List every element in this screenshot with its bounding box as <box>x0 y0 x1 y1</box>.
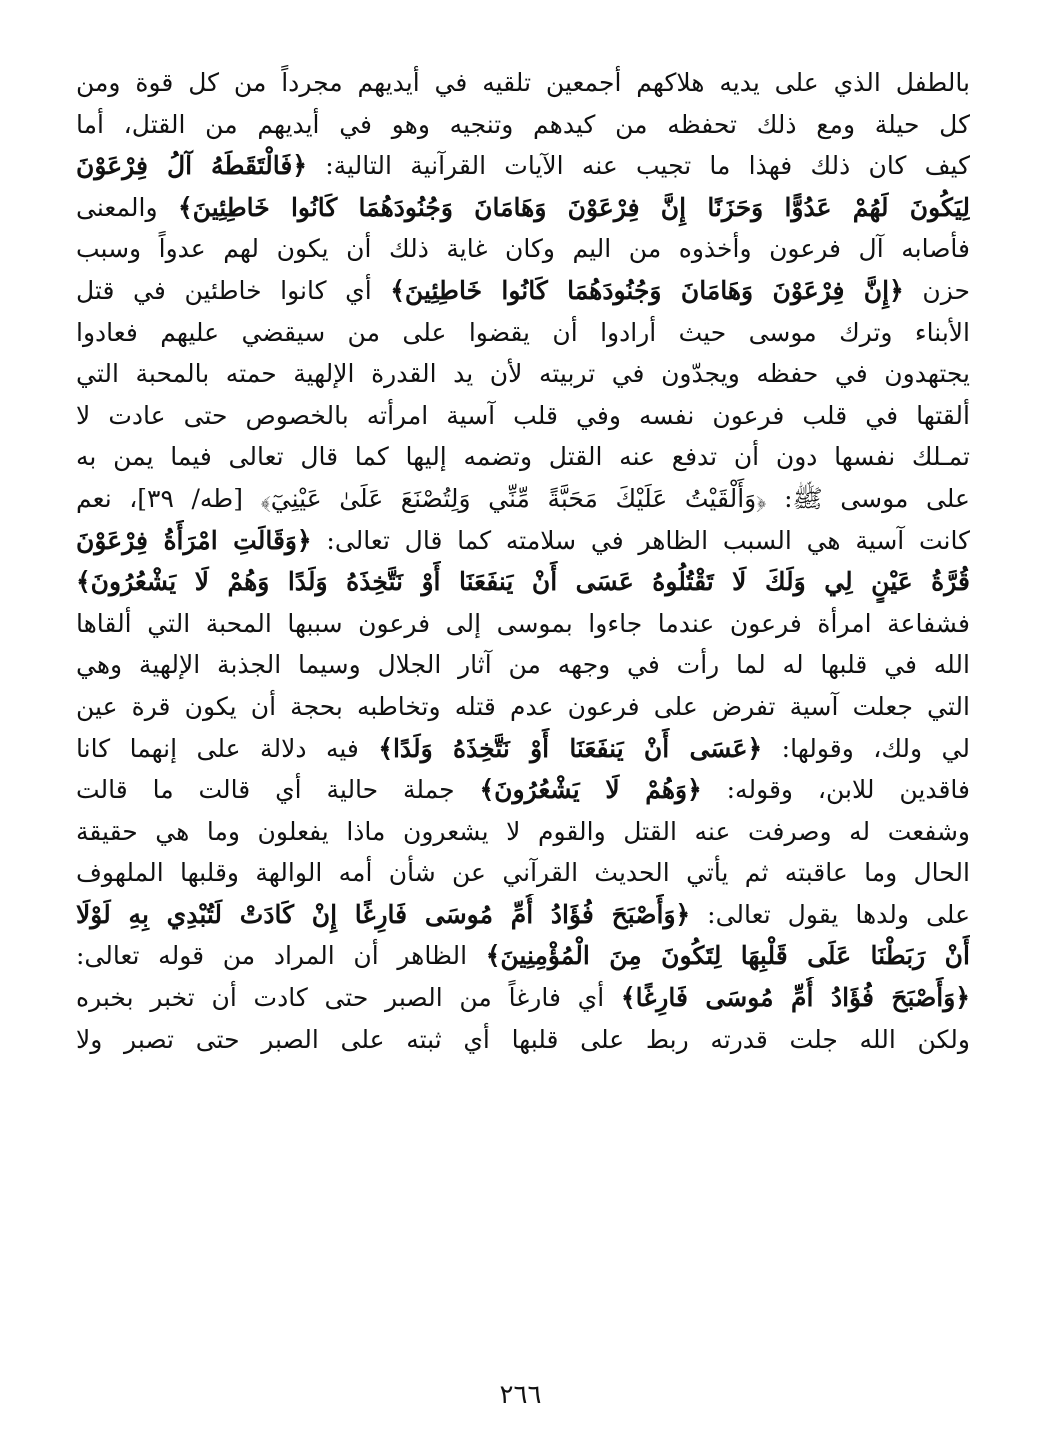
text-line <box>76 977 970 1019</box>
text-segment: أي فارغاً من الصبر حتى كادت أن تخبر بخبره <box>76 983 621 1013</box>
text-segment: الأبناء وترك موسى حيث أرادوا أن يقضوا على من سيقضي عليهم فعادوا <box>76 317 970 347</box>
text-line <box>76 769 970 811</box>
text-line <box>76 353 970 395</box>
text-segment: كانت آسية هي السبب الظاهر في سلامته كما قال تعالى: <box>311 525 970 555</box>
text-line <box>76 62 970 104</box>
text-segment: أي كانوا خاطئين في قتل <box>76 275 391 305</box>
quran-verse: أَنْ رَبَطْنَا عَلَى قَلْبِهَا لِتَكُونَ مِنَ الْمُؤْمِنِينَ﴾ <box>485 941 970 971</box>
text-line <box>76 561 970 603</box>
text-line <box>76 811 970 853</box>
text-line <box>76 104 970 146</box>
text-line <box>76 894 970 936</box>
text-line <box>76 312 970 354</box>
quran-verse: لِيَكُونَ لَهُمْ عَدُوًّا وَحَزَنًا إِنَّ فِرْعَوْنَ وَهَامَانَ وَجُنُودَهُمَا كَانُوا خَاطِئِينَ﴾ <box>178 192 970 222</box>
text-segment: على ولدها يقول تعالى: <box>690 899 970 929</box>
quran-verse: ﴿وَأَصْبَحَ فُؤَادُ أُمِّ مُوسَى فَارِغًا إِنْ كَادَتْ لَتُبْدِي بِهِ لَوْلَا <box>76 899 691 929</box>
quran-verse: قُرَّةُ عَيْنٍ لِي وَلَكَ لَا تَقْتُلُوهُ عَسَى أَنْ يَنفَعَنَا أَوْ نَتَّخِذَهُ وَلَدًا وَهُمْ لَا يَشْعُرُونَ﴾ <box>76 567 970 597</box>
text-line <box>76 935 970 977</box>
quran-verse: ﴿إِنَّ فِرْعَوْنَ وَهَامَانَ وَجُنُودَهُمَا كَانُوا خَاطِئِينَ﴾ <box>390 275 904 305</box>
text-segment: كيف كان ذلك فهذا ما تجيب عنه الآيات القرآنية التالية: <box>307 151 970 181</box>
text-segment: ولكن الله جلت قدرته ربط على قلبها أي ثبته على الصبر حتى تصبر ولا <box>76 1024 970 1054</box>
text-segment: يجتهدون في حفظه ويجدّون في تربيته لأن يد القدرة الإلهية حمته بالمحبة التي <box>76 359 970 389</box>
text-line <box>76 145 970 187</box>
text-line <box>76 270 970 312</box>
quran-verse: ﴿فَالْتَقَطَهُ آلُ فِرْعَوْنَ <box>76 151 307 181</box>
text-line <box>76 686 970 728</box>
text-line <box>76 478 970 520</box>
text-segment: بالطفل الذي على يديه هلاكهم أجمعين تلقيه في أيديهم مجرداً من كل قوة ومن <box>76 68 970 97</box>
text-segment: وشفعت له وصرفت عنه القتل والقوم لا يشعرون ماذا يفعلون وما هي حقيقة <box>76 816 970 846</box>
text-line <box>76 436 970 478</box>
quran-verse: ﴿وَهُمْ لَا يَشْعُرُونَ﴾ <box>479 775 702 805</box>
text-segment: الحال وما عاقبته ثم يأتي الحديث القرآني عن شأن أمه الوالهة وقلبها الملهوف <box>76 858 970 888</box>
text-segment: التي جعلت آسية تفرض على فرعون عدم قتله وتخاطبه بحجة أن يكون قرة عين <box>76 691 970 721</box>
text-segment: جملة حالية أي قالت ما قالت <box>76 775 480 805</box>
text-segment: فأصابه آل فرعون وأخذوه من اليم وكان غاية ذلك أن يكون لهم عدواً وسبب <box>76 234 970 264</box>
text-line <box>76 520 970 562</box>
text-segment: لي ولك، وقولها: <box>762 733 970 763</box>
text-segment: تمـلك نفسها دون أن تدفع عنه القتل وتضمه إليها كما قال تعالى فيما يمن به <box>76 442 970 472</box>
text-segment: فيه دلالة على إنهما كانا <box>76 733 379 763</box>
text-line <box>76 852 970 894</box>
text-line <box>76 1019 970 1061</box>
quran-verse: ﴿عَسَى أَنْ يَنفَعَنَا أَوْ نَتَّخِذَهُ وَلَدًا﴾ <box>378 733 763 763</box>
text-segment: فاقدين للابن، وقوله: <box>701 775 970 805</box>
text-segment: حزن <box>903 275 970 305</box>
text-segment: على موسى ﷺ: <box>766 483 970 513</box>
text-segment: [طه/ ٣٩]، نعم <box>76 483 261 513</box>
page-number: ٢٦٦ <box>499 1380 542 1410</box>
text-segment: والمعنى <box>76 192 179 222</box>
text-line <box>76 728 970 770</box>
text-segment: فشفاعة امرأة فرعون عندما جاءوا بموسى إلى فرعون سببها المحبة التي ألقاها <box>76 608 970 638</box>
quran-verse: ﴿وَأَصْبَحَ فُؤَادُ أُمِّ مُوسَى فَارِغًا﴾ <box>620 983 970 1013</box>
text-segment: كل حيلة ومع ذلك تحفظه من كيدهم وتنجيه وهو في أيديهم من القتل، أما <box>76 109 970 139</box>
page-body <box>76 62 970 1332</box>
text-line <box>76 228 970 270</box>
text-line <box>76 187 970 229</box>
text-line <box>76 603 970 645</box>
text-line <box>76 395 970 437</box>
text-segment: الظاهر أن المراد من قوله تعالى: <box>76 941 486 971</box>
text-segment: الله في قلبها له لما رأت في وجهه من آثار الجلال وسيما الجذبة الإلهية وهي <box>76 650 970 680</box>
text-line <box>76 644 970 686</box>
text-segment: ألقتها في قلب فرعون نفسه وفي قلب آسية امرأته بالخصوص حتى عادت لا <box>76 400 970 430</box>
text-segment: ﴿وَأَلْقَيْتُ عَلَيْكَ مَحَبَّةً مِّنِّي وَلِتُصْنَعَ عَلَىٰ عَيْنِيٓ﴾ <box>260 483 767 513</box>
quran-verse: ﴿وَقَالَتِ امْرَأَةُ فِرْعَوْنَ <box>76 525 312 555</box>
